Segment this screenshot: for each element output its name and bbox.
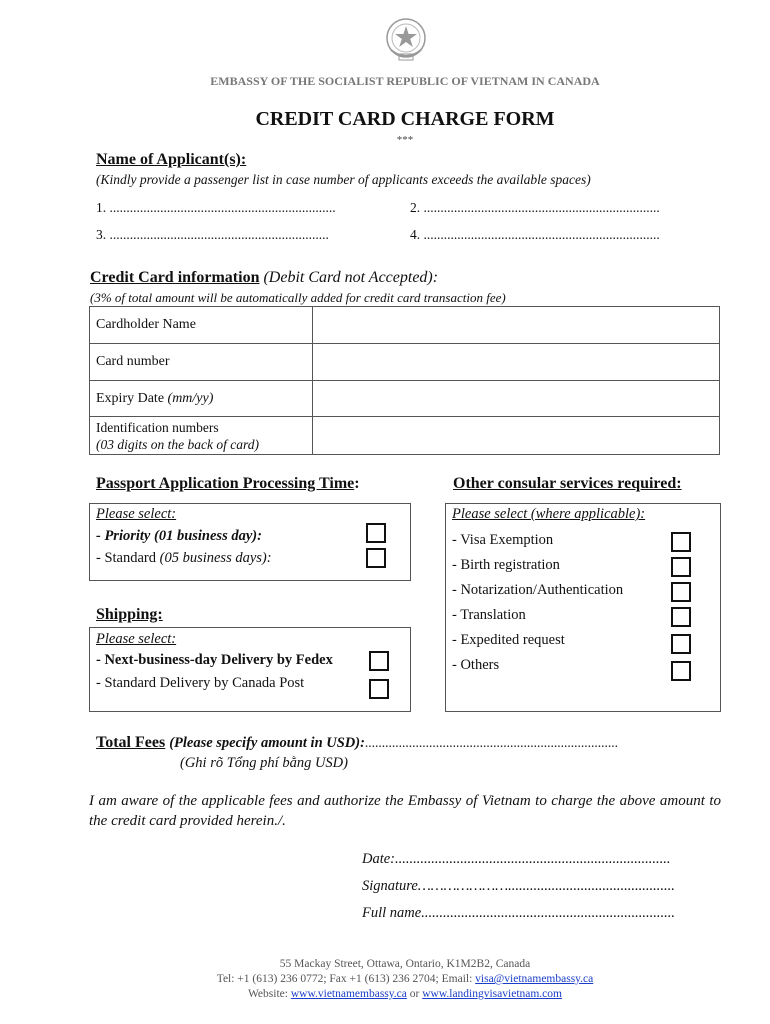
- cardholder-label: Cardholder Name: [90, 307, 313, 344]
- translation-checkbox[interactable]: [671, 607, 691, 627]
- full-name-field[interactable]: Full name......................................................................: [362, 905, 675, 921]
- footer-email-link[interactable]: visa@vietnamembassy.ca: [475, 973, 594, 985]
- id-numbers-text: Identification numbers: [96, 419, 219, 435]
- services-heading: Other consular services required:: [453, 475, 682, 492]
- title-stars: ***: [396, 134, 414, 146]
- service-visa-exemption: - Visa Exemption: [452, 532, 554, 548]
- footer-website-label: Website:: [248, 988, 288, 1000]
- processing-heading-text: Passport Application Processing Time: [96, 475, 355, 492]
- footer-contact: [0, 973, 770, 985]
- standard-days: (05 business days):: [159, 550, 272, 566]
- services-please-select: Please select (where applicable):: [452, 506, 646, 522]
- credit-card-table: [89, 306, 720, 455]
- id-numbers-note: (03 digits on the back of card): [96, 436, 259, 452]
- footer-websites: [0, 988, 770, 1000]
- standard-option-label: [96, 550, 272, 567]
- applicant-line-2[interactable]: 2. ......................................................................: [410, 200, 660, 215]
- total-fees-instruction: (Please specify amount in USD):: [169, 735, 365, 751]
- total-fees-input[interactable]: ...........................................................................: [364, 735, 619, 750]
- footer-website-link-1[interactable]: www.vietnamembassy.ca: [290, 988, 407, 1000]
- id-numbers-label: [90, 417, 313, 455]
- service-others: - Others: [452, 657, 500, 673]
- applicants-note: (Kindly provide a passenger list in case number of applicants exceeds the available spaces): [96, 172, 591, 187]
- applicant-line-1[interactable]: 1. ...................................................................: [96, 200, 336, 215]
- applicant-line-3[interactable]: 3. .................................................................: [96, 227, 329, 242]
- applicant-line-4[interactable]: 4. ......................................................................: [410, 227, 660, 242]
- debit-not-accepted: (Debit Card not Accepted):: [263, 269, 439, 286]
- footer-phone-fax: Tel: +1 (613) 236 0772; Fax +1 (613) 236 2704; Email:: [216, 973, 473, 985]
- standard-label: - Standard: [96, 550, 156, 566]
- service-birth-registration: - Birth registration: [452, 557, 560, 573]
- form-title: CREDIT CARD CHARGE FORM: [255, 108, 555, 130]
- expiry-format: (mm/yy): [167, 390, 214, 406]
- cardholder-input[interactable]: [313, 307, 720, 344]
- services-list: [452, 528, 623, 678]
- card-number-input[interactable]: [313, 344, 720, 381]
- others-checkbox[interactable]: [671, 661, 691, 681]
- expiry-label: [90, 381, 313, 417]
- standard-checkbox[interactable]: [366, 548, 386, 568]
- credit-card-heading: [90, 269, 438, 287]
- priority-checkbox[interactable]: [366, 523, 386, 543]
- footer-or: or: [409, 988, 420, 1000]
- id-numbers-input[interactable]: [313, 417, 720, 455]
- footer-website-link-2[interactable]: www.landingvisavietnam.com: [422, 988, 562, 1000]
- visa-exemption-checkbox[interactable]: [671, 532, 691, 552]
- signature-field[interactable]: Signature…………………..............................................: [362, 878, 675, 894]
- notarization-checkbox[interactable]: [671, 582, 691, 602]
- priority-option-label: - Priority (01 business day):: [96, 528, 262, 544]
- fedex-checkbox[interactable]: [369, 651, 389, 671]
- expiry-label-text: Expiry Date: [96, 390, 165, 406]
- service-notarization: - Notarization/Authentication: [452, 582, 624, 598]
- credit-card-heading-text: Credit Card information: [90, 269, 260, 286]
- footer-address: 55 Mackay Street, Ottawa, Ontario, K1M2B2, Canada: [279, 958, 531, 970]
- birth-registration-checkbox[interactable]: [671, 557, 691, 577]
- canada-post-option-label: - Standard Delivery by Canada Post: [96, 675, 305, 691]
- total-fees-label: Total Fees: [96, 734, 166, 751]
- shipping-please-select: Please select:: [96, 631, 177, 647]
- expiry-input[interactable]: [313, 381, 720, 417]
- shipping-heading: Shipping:: [96, 606, 163, 623]
- embassy-name: EMBASSY OF THE SOCIALIST REPUBLIC OF VIETNAM IN CANADA: [210, 74, 600, 88]
- fedex-option-label: - Next-business-day Delivery by Fedex: [96, 652, 333, 668]
- credit-card-fee-note: (3% of total amount will be automatically added for credit card transaction fee): [90, 290, 506, 305]
- expedited-checkbox[interactable]: [671, 634, 691, 654]
- authorization-statement: I am aware of the applicable fees and authorize the Embassy of Vietnam to charge the above amount to the credit card provided herein./.: [89, 793, 721, 829]
- service-expedited: - Expedited request: [452, 632, 565, 648]
- processing-heading-colon: :: [354, 475, 360, 492]
- card-number-label: Card number: [90, 344, 313, 381]
- processing-please-select: Please select:: [96, 506, 177, 522]
- national-emblem-icon: [383, 16, 429, 64]
- processing-heading: [96, 475, 360, 493]
- total-fees-line: [96, 734, 618, 752]
- service-translation: - Translation: [452, 607, 526, 623]
- date-field[interactable]: Date:............................................................................: [362, 851, 671, 867]
- total-fees-vietnamese: (Ghi rõ Tổng phí bằng USD): [180, 755, 348, 771]
- canada-post-checkbox[interactable]: [369, 679, 389, 699]
- applicants-heading: Name of Applicant(s):: [96, 151, 247, 168]
